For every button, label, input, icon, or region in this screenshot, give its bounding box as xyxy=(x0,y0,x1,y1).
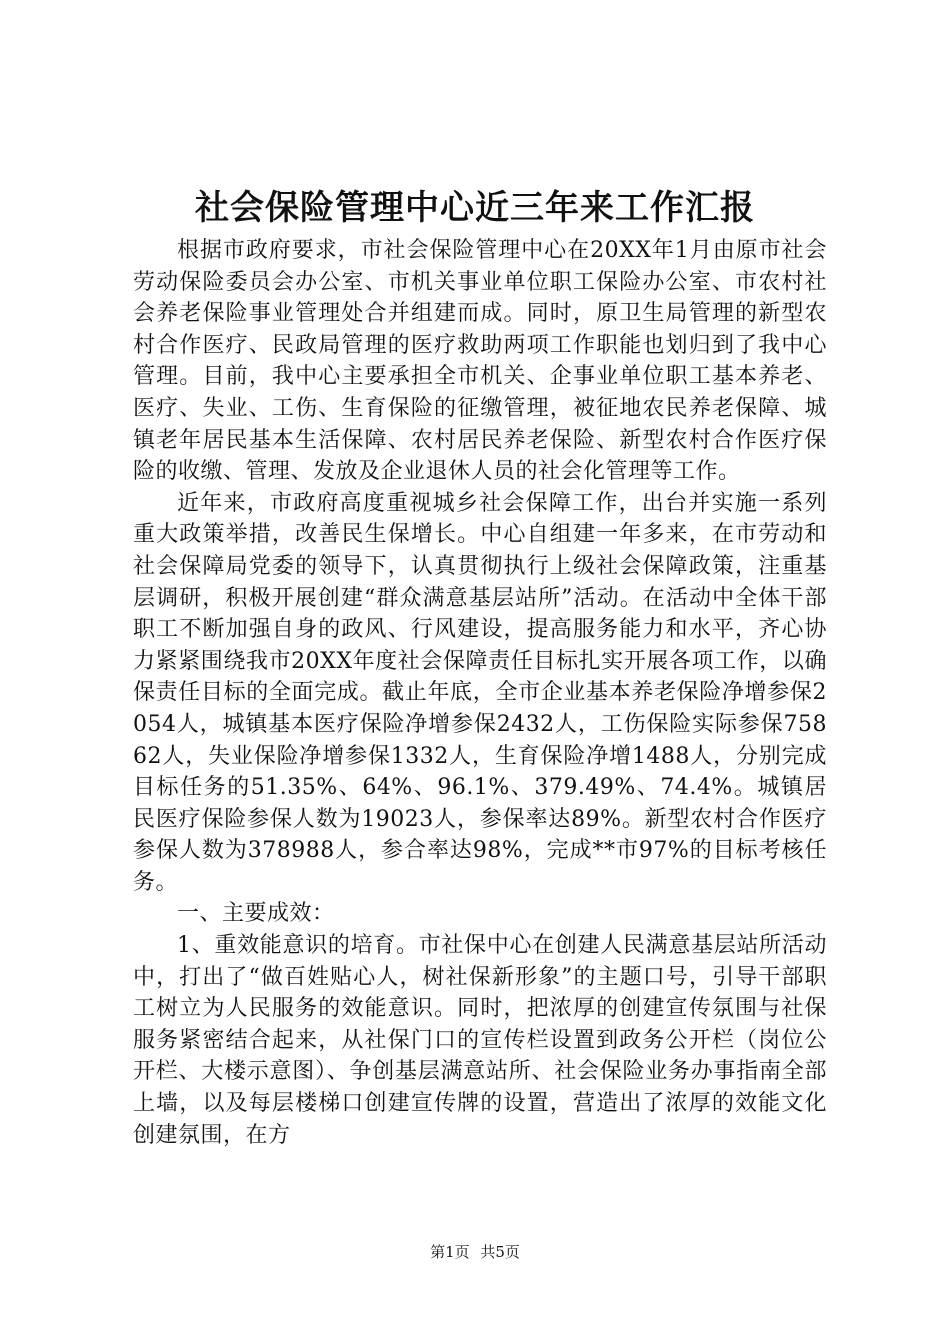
section-heading-achievements: 一、主要成效： xyxy=(177,901,335,927)
page-total: 共5页 xyxy=(480,1243,520,1261)
paragraph-efficiency: 1、重效能意识的培育。市社保中心在创建人民满意基层站所活动中，打出了“做百姓贴心人，树社保新形象”的主题口号，引导干部职工树立为人民服务的效能意识。同时，把浓厚的创建宣传氛围与社保服务紧密结合起来，从社保门口的宣传栏设置到政务公开栏（岗位公开栏、大楼示意图）、争创基层满意站所、社会保险业务办事指南全部上墙，以及每层楼梯口创建宣传牌的设置，营造出了浓厚的效能文化创建氛围，在方 xyxy=(133,933,827,1148)
page-footer xyxy=(0,1242,950,1262)
document-title: 社会保险管理中心近三年来工作汇报 xyxy=(195,188,755,228)
document-body xyxy=(133,235,827,1151)
page-number: 第1页 xyxy=(430,1243,470,1261)
paragraph-intro: 根据市政府要求，市社会保险管理中心在20XX年1月由原市社会劳动保险委员会办公室、市机关事业单位职工保险办公室、市农村社会养老保险事业管理处合并组建而成。同时，原卫生局管理的新型农村合作医疗、民政局管理的医疗救助两项工作职能也划归到了我中心管理。目前，我中心主要承担全市机关、企事业单位职工基本养老、医疗、失业、工伤、生育保险的征缴管理，被征地农民养老保障、城镇老年居民基本生活保障、农村居民养老保险、新型农村合作医疗保险的收缴、管理、发放及企业退休人员的社会化管理等工作。 xyxy=(133,238,827,485)
paragraph-progress: 近年来，市政府高度重视城乡社会保障工作，出台并实施一系列重大政策举措，改善民生保增长。中心自组建一年多来，在市劳动和社会保障局党委的领导下，认真贯彻执行上级社会保障政策，注重基层调研，积极开展创建“群众满意基层站所”活动。在活动中全体干部职工不断加强自身的政风、行风建设，提高服务能力和水平，齐心协力紧紧围绕我市20XX年度社会保障责任目标扎实开展各项工作，以确保责任目标的全面完成。截止年底，全市企业基本养老保险净增参保2054人，城镇基本医疗保险净增参保2432人，工伤保险实际参保75862人，失业保险净增参保1332人，生育保险净增1488人，分别完成目标任务的51.35%、64%、96.1%、379.49%、74.4%。城镇居民医疗保险参保人数为19023人，参保率达89%。新型农村合作医疗参保人数为378988人，参合率达98%，完成**市97%的目标考核任务。 xyxy=(133,490,827,895)
